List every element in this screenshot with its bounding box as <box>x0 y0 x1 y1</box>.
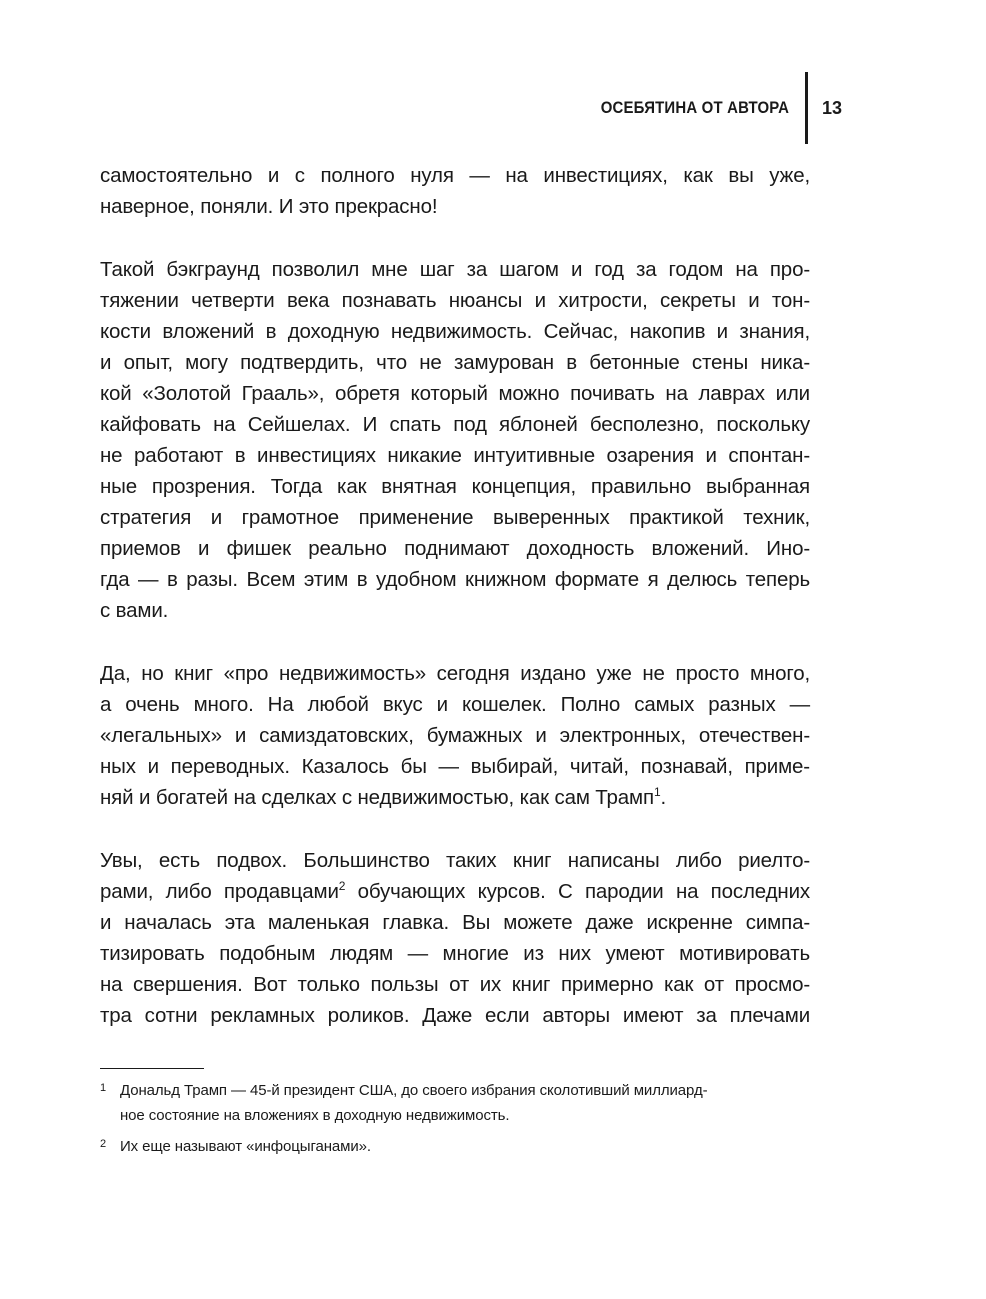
text-line: Такой бэкграунд позволил мне шаг за шагом и год за годом на про- <box>100 258 810 281</box>
paragraph-1 <box>100 160 810 222</box>
footnote-ref-1: 1 <box>653 785 661 799</box>
text-line: и опыт, могу подтвердить, что не замурован в бетонные стены ника- <box>100 351 810 374</box>
text-line <box>100 782 810 813</box>
footnote-divider <box>100 1068 204 1069</box>
text-line: кайфовать на Сейшелах. И спать под яблоней бесполезно, поскольку <box>100 413 810 436</box>
footnote-1 <box>100 1078 810 1128</box>
text-line <box>100 876 810 907</box>
body-text <box>100 160 810 1063</box>
text-line: приемов и фишек реально поднимают доходность вложений. Ино- <box>100 537 810 560</box>
text-fragment: . <box>660 786 667 809</box>
footnote-text <box>120 1134 371 1159</box>
paragraph-4 <box>100 845 810 1031</box>
footnotes <box>100 1078 810 1165</box>
text-line: самостоятельно и с полного нуля — на инвестициях, как вы уже, <box>100 164 810 187</box>
text-line: стратегия и грамотное применение выверенных практикой техник, <box>100 506 810 529</box>
text-line: тяжении четверти века познавать нюансы и хитрости, секреты и тон- <box>100 289 810 312</box>
paragraph-2 <box>100 254 810 626</box>
footnote-mark: 2 <box>100 1138 107 1150</box>
text-line: Увы, есть подвох. Большинство таких книг написаны либо риелто- <box>100 849 810 872</box>
page-header <box>575 72 846 144</box>
text-fragment: няй и богатей на сделках с недвижимостью, как сам Трамп <box>100 786 654 809</box>
text-line: Их еще называют «инфоцыганами». <box>120 1138 371 1155</box>
footnote-mark: 1 <box>100 1082 107 1094</box>
text-line: и началась эта маленькая главка. Вы можете даже искренне симпа- <box>100 911 810 934</box>
text-fragment: рами, либо продавцами <box>100 880 339 903</box>
text-line: не работают в инвестициях никакие интуитивные озарения и спонтан- <box>100 444 810 467</box>
running-head: ОСЕБЯТИНА ОТ АВТОРА <box>600 98 789 117</box>
text-line: «легальных» и самиздатовских, бумажных и электронных, отечествен- <box>100 724 810 747</box>
footnote-text <box>120 1078 708 1128</box>
text-line: тизировать подобным людям — многие из них умеют мотивировать <box>100 942 810 965</box>
text-line: ное состояние на вложениях в доходную недвижимость. <box>120 1107 510 1124</box>
footnote-2 <box>100 1134 810 1159</box>
header-divider <box>805 72 808 144</box>
text-line: с вами. <box>100 599 169 622</box>
page-number: 13 <box>822 97 843 118</box>
paragraph-3 <box>100 658 810 813</box>
text-line: ные прозрения. Тогда как внятная концепция, правильно выбранная <box>100 475 810 498</box>
footnote-ref-2: 2 <box>338 879 346 893</box>
text-line: тра сотни рекламных роликов. Даже если авторы имеют за плечами <box>100 1004 810 1027</box>
text-line: гда — в разы. Всем этим в удобном книжном формате я делюсь теперь <box>100 568 810 591</box>
text-line: Дональд Трамп — 45-й президент США, до своего избрания сколотивший миллиард- <box>120 1082 708 1099</box>
text-line: кости вложений в доходную недвижимость. Сейчас, накопив и знания, <box>100 320 810 343</box>
text-line: наверное, поняли. И это прекрасно! <box>100 195 438 218</box>
text-line: а очень много. На любой вкус и кошелек. Полно самых разных — <box>100 693 810 716</box>
text-line: Да, но книг «про недвижимость» сегодня издано уже не просто много, <box>100 662 810 685</box>
text-line: ных и переводных. Казалось бы — выбирай, читай, познавай, приме- <box>100 755 810 778</box>
text-line: на свершения. Вот только пользы от их книг примерно как от просмо- <box>100 973 810 996</box>
text-line: кой «Золотой Грааль», обретя который можно почивать на лаврах или <box>100 382 810 405</box>
text-fragment: обучающих курсов. С пародии на последних <box>345 880 810 903</box>
